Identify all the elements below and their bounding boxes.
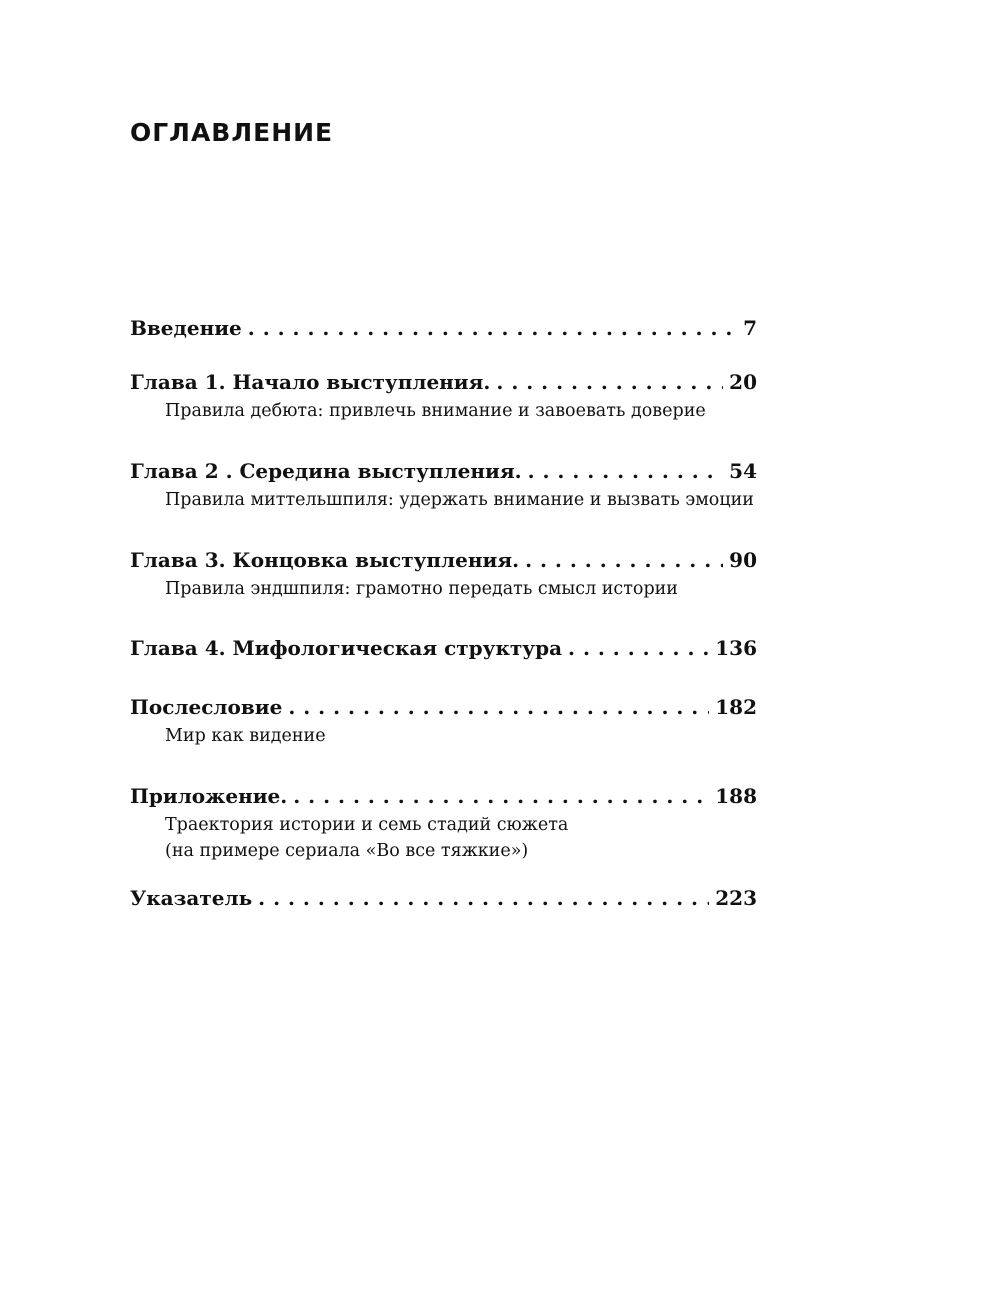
toc-entry-index[interactable] [130,882,757,914]
toc-entry-title: Послесловие [130,695,283,719]
dot-leader [288,691,709,723]
toc-page-number: 7 [743,316,757,340]
toc-entry-subtitle: (на примере сериала «Во все тяжкие») [165,841,529,861]
toc-row [130,780,757,812]
toc-entry-title: Глава 1. Начало выступления. [130,370,491,394]
toc-entry-subtitle: Правила эндшпиля: грамотно передать смысл истории [165,579,678,599]
toc-entry-chapter-2[interactable] [130,455,757,513]
toc-page-number: 20 [729,370,757,394]
toc-entry-afterword[interactable] [130,691,757,749]
toc-page-number: 182 [715,695,757,719]
toc-entry-title: Глава 2 . Середина выступления. [130,459,522,483]
dot-leader [496,366,723,398]
toc-entry-subtitle: Правила дебюта: привлечь внимание и завоевать доверие [165,401,706,421]
toc-entry-chapter-1[interactable] [130,366,757,424]
toc-entry-subtitle: Траектория истории и семь стадий сюжета [165,815,569,835]
toc-entry-intro[interactable] [130,312,757,344]
dot-leader [528,455,724,487]
dot-leader [525,544,723,576]
toc-row [130,691,757,723]
dot-leader [248,312,737,344]
toc-page-number: 136 [715,636,757,660]
toc-row [130,455,757,487]
toc-entry-title: Указатель [130,886,253,910]
dot-leader [568,632,709,664]
dot-leader [293,780,709,812]
toc-entry-chapter-4[interactable] [130,632,757,664]
toc-row [130,544,757,576]
toc-entry-subtitle: Правила миттельшпиля: удержать внимание и вызвать эмоции [165,490,754,510]
toc-row [130,632,757,664]
toc-page-number: 188 [715,784,757,808]
toc-row [130,882,757,914]
toc-entry-title: Введение [130,316,242,340]
page-title: ОГЛАВЛЕНИЕ [130,118,334,147]
dot-leader [258,882,709,914]
toc-entry-title: Глава 4. Мифологическая структура [130,636,563,660]
toc-row [130,312,757,344]
toc-page-number: 223 [715,886,757,910]
toc-row [130,366,757,398]
toc-page-number: 90 [729,548,757,572]
toc-entry-appendix[interactable] [130,780,757,864]
toc-page-number: 54 [729,459,757,483]
toc-entry-chapter-3[interactable] [130,544,757,602]
toc-entry-title: Глава 3. Концовка выступления. [130,548,520,572]
toc-entry-title: Приложение. [130,784,288,808]
toc-entry-subtitle: Мир как видение [165,726,326,746]
